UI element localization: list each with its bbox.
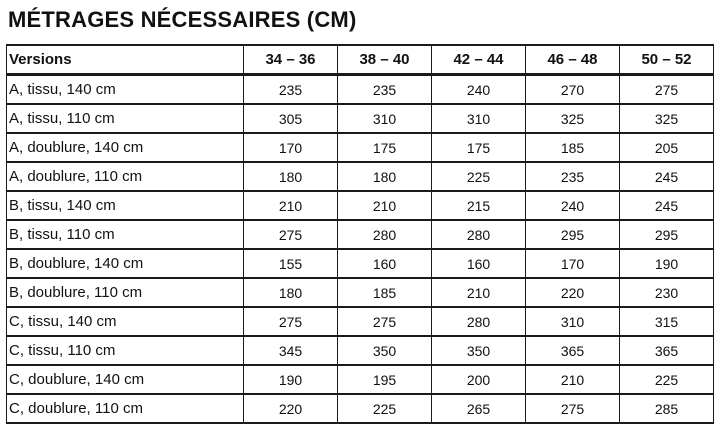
table-row xyxy=(7,162,714,191)
table-cell-value: 210 xyxy=(526,365,620,394)
row-version-label: B, tissu, 110 cm xyxy=(7,220,244,249)
column-header-versions: Versions xyxy=(7,45,244,75)
table-body xyxy=(7,75,714,424)
table-cell-value: 155 xyxy=(244,249,338,278)
row-version-label: C, tissu, 140 cm xyxy=(7,307,244,336)
table-cell-value: 275 xyxy=(338,307,432,336)
table-cell-value: 310 xyxy=(432,104,526,133)
table-cell-value: 325 xyxy=(526,104,620,133)
table-cell-value: 190 xyxy=(244,365,338,394)
row-version-label: C, doublure, 140 cm xyxy=(7,365,244,394)
row-version-label: A, doublure, 110 cm xyxy=(7,162,244,191)
row-version-label: A, tissu, 110 cm xyxy=(7,104,244,133)
table-cell-value: 215 xyxy=(432,191,526,220)
table-row xyxy=(7,220,714,249)
table-cell-value: 235 xyxy=(244,75,338,105)
table-row xyxy=(7,394,714,423)
yardage-table xyxy=(6,44,714,424)
table-row xyxy=(7,278,714,307)
row-version-label: B, tissu, 140 cm xyxy=(7,191,244,220)
table-cell-value: 180 xyxy=(338,162,432,191)
column-header-size-34-36: 34 – 36 xyxy=(244,45,338,75)
page-title: MÉTRAGES NÉCESSAIRES (CM) xyxy=(8,7,357,32)
column-header-size-50-52: 50 – 52 xyxy=(620,45,714,75)
table-cell-value: 160 xyxy=(432,249,526,278)
table-cell-value: 275 xyxy=(620,75,714,105)
table-cell-value: 280 xyxy=(338,220,432,249)
row-version-label: B, doublure, 110 cm xyxy=(7,278,244,307)
table-cell-value: 180 xyxy=(244,162,338,191)
table-cell-value: 235 xyxy=(526,162,620,191)
table-cell-value: 240 xyxy=(526,191,620,220)
table-cell-value: 175 xyxy=(432,133,526,162)
table-row xyxy=(7,191,714,220)
table-cell-value: 230 xyxy=(620,278,714,307)
row-version-label: A, tissu, 140 cm xyxy=(7,75,244,105)
table-row xyxy=(7,249,714,278)
table-cell-value: 350 xyxy=(432,336,526,365)
table-row xyxy=(7,133,714,162)
table-cell-value: 305 xyxy=(244,104,338,133)
table-cell-value: 245 xyxy=(620,191,714,220)
table-row xyxy=(7,75,714,105)
column-header-size-46-48: 46 – 48 xyxy=(526,45,620,75)
table-row xyxy=(7,336,714,365)
row-version-label: C, doublure, 110 cm xyxy=(7,394,244,423)
table-cell-value: 205 xyxy=(620,133,714,162)
table-cell-value: 275 xyxy=(526,394,620,423)
table-cell-value: 365 xyxy=(526,336,620,365)
table-cell-value: 265 xyxy=(432,394,526,423)
row-version-label: B, doublure, 140 cm xyxy=(7,249,244,278)
table-cell-value: 285 xyxy=(620,394,714,423)
table-cell-value: 245 xyxy=(620,162,714,191)
table-cell-value: 190 xyxy=(620,249,714,278)
table-cell-value: 270 xyxy=(526,75,620,105)
table-cell-value: 170 xyxy=(526,249,620,278)
table-cell-value: 170 xyxy=(244,133,338,162)
column-header-size-38-40: 38 – 40 xyxy=(338,45,432,75)
table-cell-value: 235 xyxy=(338,75,432,105)
row-version-label: A, doublure, 140 cm xyxy=(7,133,244,162)
table-cell-value: 325 xyxy=(620,104,714,133)
table-cell-value: 220 xyxy=(526,278,620,307)
column-header-size-42-44: 42 – 44 xyxy=(432,45,526,75)
table-cell-value: 220 xyxy=(244,394,338,423)
table-cell-value: 180 xyxy=(244,278,338,307)
table-cell-value: 210 xyxy=(338,191,432,220)
table-cell-value: 310 xyxy=(526,307,620,336)
table-header-row xyxy=(7,45,714,75)
table-row xyxy=(7,307,714,336)
table-cell-value: 240 xyxy=(432,75,526,105)
table-cell-value: 350 xyxy=(338,336,432,365)
table-row xyxy=(7,104,714,133)
table-cell-value: 365 xyxy=(620,336,714,365)
table-cell-value: 280 xyxy=(432,220,526,249)
table-cell-value: 225 xyxy=(620,365,714,394)
table-cell-value: 160 xyxy=(338,249,432,278)
row-version-label: C, tissu, 110 cm xyxy=(7,336,244,365)
table-cell-value: 185 xyxy=(338,278,432,307)
table-cell-value: 345 xyxy=(244,336,338,365)
table-row xyxy=(7,365,714,394)
table-cell-value: 195 xyxy=(338,365,432,394)
table-cell-value: 225 xyxy=(338,394,432,423)
table-cell-value: 210 xyxy=(244,191,338,220)
table-cell-value: 295 xyxy=(526,220,620,249)
table-cell-value: 315 xyxy=(620,307,714,336)
table-cell-value: 275 xyxy=(244,220,338,249)
table-cell-value: 185 xyxy=(526,133,620,162)
table-cell-value: 210 xyxy=(432,278,526,307)
table-cell-value: 310 xyxy=(338,104,432,133)
table-cell-value: 280 xyxy=(432,307,526,336)
table-cell-value: 175 xyxy=(338,133,432,162)
table-cell-value: 275 xyxy=(244,307,338,336)
table-cell-value: 225 xyxy=(432,162,526,191)
table-cell-value: 200 xyxy=(432,365,526,394)
table-cell-value: 295 xyxy=(620,220,714,249)
